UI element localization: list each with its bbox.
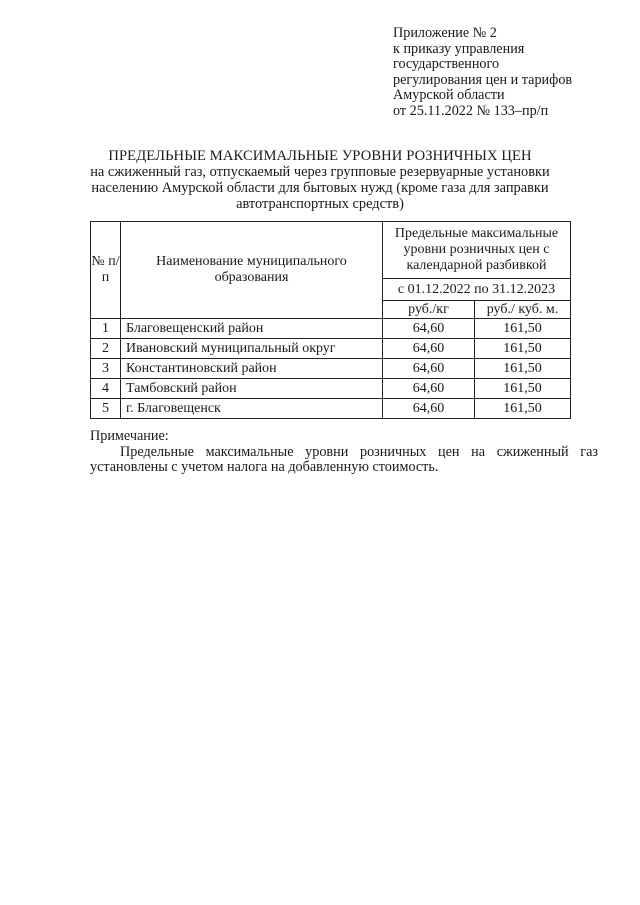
row-municipality: г. Благовещенск xyxy=(121,399,383,419)
table-row xyxy=(91,359,571,379)
subtitle-line: населению Амурской области для бытовых нужд (кроме газа для заправки xyxy=(91,180,549,196)
note-block xyxy=(90,429,598,476)
appendix-line: государственного xyxy=(393,56,500,73)
header-period: с 01.12.2022 по 31.12.2023 xyxy=(383,279,571,301)
appendix-line: к приказу управления xyxy=(393,40,525,57)
row-price-m3: 161,50 xyxy=(475,399,571,419)
row-price-m3: 161,50 xyxy=(475,339,571,359)
header-unit-kg: руб./кг xyxy=(383,301,475,319)
appendix-block xyxy=(393,26,623,120)
appendix-line: Амурской области xyxy=(393,87,505,104)
header-municipality: Наименование муниципального образования xyxy=(121,222,383,319)
appendix-line: Приложение № 2 xyxy=(393,25,497,41)
row-municipality: Ивановский муниципальный округ xyxy=(121,339,383,359)
note-label: Примечание: xyxy=(90,428,169,444)
document-title: ПРЕДЕЛЬНЫЕ МАКСИМАЛЬНЫЕ УРОВНИ РОЗНИЧНЫХ ЦЕН xyxy=(108,148,532,164)
row-number: 3 xyxy=(91,359,121,379)
table-row xyxy=(91,339,571,359)
row-municipality: Благовещенский район xyxy=(121,319,383,339)
row-price-kg: 64,60 xyxy=(383,319,475,339)
document-subtitle xyxy=(0,164,640,212)
header-unit-m3: руб./ куб. м. xyxy=(475,301,571,319)
row-price-kg: 64,60 xyxy=(383,359,475,379)
appendix-line: от 25.11.2022 № 133–пр/п xyxy=(393,102,549,119)
row-price-m3: 161,50 xyxy=(475,379,571,399)
price-table xyxy=(90,221,571,419)
row-number: 5 xyxy=(91,399,121,419)
subtitle-line: на сжиженный газ, отпускаемый через групповые резервуарные установки xyxy=(90,164,550,180)
row-price-m3: 161,50 xyxy=(475,359,571,379)
header-price-levels: Предельные максимальные уровни розничных цен с календарной разбивкой xyxy=(383,222,571,279)
subtitle-line: автотранспортных средств) xyxy=(236,196,404,212)
row-price-m3: 161,50 xyxy=(475,319,571,339)
row-price-kg: 64,60 xyxy=(383,339,475,359)
row-number: 1 xyxy=(91,319,121,339)
table-row xyxy=(91,319,571,339)
row-price-kg: 64,60 xyxy=(383,379,475,399)
table-row xyxy=(91,379,571,399)
appendix-line: регулирования цен и тарифов xyxy=(393,71,573,88)
header-number: № п/п xyxy=(91,222,121,319)
row-number: 4 xyxy=(91,379,121,399)
row-municipality: Константиновский район xyxy=(121,359,383,379)
row-number: 2 xyxy=(91,339,121,359)
note-text: Предельные максимальные уровни розничных цен на сжиженный газ установлены с учетом налога на добавленную стоимость. xyxy=(90,443,598,475)
row-municipality: Тамбовский район xyxy=(121,379,383,399)
row-price-kg: 64,60 xyxy=(383,399,475,419)
table-row xyxy=(91,399,571,419)
